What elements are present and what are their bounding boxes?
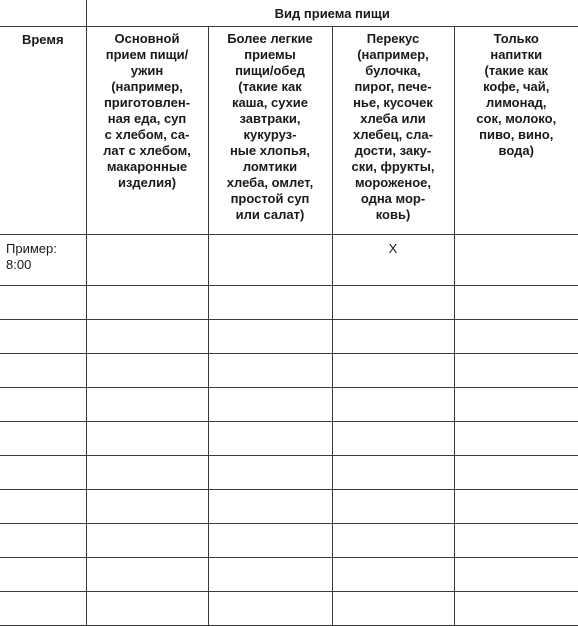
time-cell[interactable] <box>0 558 86 592</box>
mark-cell[interactable] <box>208 388 332 422</box>
time-cell[interactable] <box>0 320 86 354</box>
table-row <box>0 558 578 592</box>
mark-cell[interactable] <box>454 388 578 422</box>
mark-cell[interactable] <box>208 354 332 388</box>
mark-cell[interactable] <box>86 320 208 354</box>
mark-cell[interactable] <box>86 592 208 626</box>
time-cell[interactable] <box>0 286 86 320</box>
table-row <box>0 388 578 422</box>
mark-cell[interactable] <box>86 354 208 388</box>
mark-cell[interactable] <box>454 524 578 558</box>
table-row <box>0 320 578 354</box>
column-header-light-meal: Более легкие приемы пищи/обед (такие как каша, сухие завтраки, кукуруз- ные хлопья, ломтики хлеба, омлет, простой суп или салат) <box>208 27 332 235</box>
mark-cell[interactable] <box>208 286 332 320</box>
mark-cell[interactable] <box>86 235 208 286</box>
mark-cell[interactable] <box>86 422 208 456</box>
column-header-drinks: Только напитки (такие как кофе, чай, лимонад, сок, молоко, пиво, вино, вода) <box>454 27 578 235</box>
time-column-header: Время <box>0 27 86 235</box>
mark-cell[interactable] <box>332 592 454 626</box>
mark-cell[interactable] <box>454 286 578 320</box>
mark-cell[interactable] <box>454 456 578 490</box>
mark-cell[interactable] <box>332 354 454 388</box>
mark-cell[interactable] <box>86 456 208 490</box>
mark-cell[interactable] <box>208 490 332 524</box>
table-row <box>0 490 578 524</box>
mark-cell[interactable] <box>454 354 578 388</box>
mark-cell[interactable] <box>332 524 454 558</box>
table-row <box>0 456 578 490</box>
time-cell[interactable] <box>0 592 86 626</box>
mark-cell[interactable] <box>86 524 208 558</box>
mark-cell[interactable] <box>332 422 454 456</box>
mark-cell[interactable] <box>208 422 332 456</box>
time-cell[interactable] <box>0 456 86 490</box>
mark-cell[interactable] <box>208 524 332 558</box>
mark-cell[interactable] <box>454 235 578 286</box>
mark-cell[interactable] <box>332 558 454 592</box>
mark-cell[interactable] <box>332 456 454 490</box>
column-header-snack: Перекус (например, булочка, пирог, пече- нье, кусочек хлеба или хлебец, сла- дости, заку- ски, фрукты, мороженое, одна мор- ковь) <box>332 27 454 235</box>
table-row <box>0 286 578 320</box>
time-cell[interactable] <box>0 490 86 524</box>
mark-cell[interactable] <box>208 592 332 626</box>
time-cell: Пример: 8:00 <box>0 235 86 286</box>
mark-cell[interactable] <box>332 286 454 320</box>
mark-cell[interactable] <box>454 558 578 592</box>
time-cell[interactable] <box>0 388 86 422</box>
table-row <box>0 422 578 456</box>
mark-cell[interactable] <box>332 320 454 354</box>
table-row <box>0 354 578 388</box>
mark-cell[interactable] <box>208 456 332 490</box>
example-row <box>0 235 578 286</box>
mark-cell[interactable] <box>332 490 454 524</box>
mark-cell[interactable] <box>208 235 332 286</box>
mark-cell[interactable] <box>332 388 454 422</box>
table-row <box>0 524 578 558</box>
mark-cell[interactable] <box>86 286 208 320</box>
mark-cell[interactable] <box>208 320 332 354</box>
time-cell[interactable] <box>0 354 86 388</box>
mark-cell[interactable]: X <box>332 235 454 286</box>
time-cell[interactable] <box>0 524 86 558</box>
meal-type-group-header: Вид приема пищи <box>86 0 578 27</box>
mark-cell[interactable] <box>86 490 208 524</box>
mark-cell[interactable] <box>454 422 578 456</box>
corner-cell <box>0 0 86 27</box>
mark-cell[interactable] <box>86 388 208 422</box>
mark-cell[interactable] <box>454 320 578 354</box>
mark-cell[interactable] <box>454 490 578 524</box>
mark-cell[interactable] <box>454 592 578 626</box>
time-cell[interactable] <box>0 422 86 456</box>
mark-cell[interactable] <box>86 558 208 592</box>
column-header-main-meal: Основной прием пищи/ ужин (например, приготовлен- ная еда, суп с хлебом, са- лат с хлебом, макаронные изделия) <box>86 27 208 235</box>
table-row <box>0 592 578 626</box>
mark-cell[interactable] <box>208 558 332 592</box>
